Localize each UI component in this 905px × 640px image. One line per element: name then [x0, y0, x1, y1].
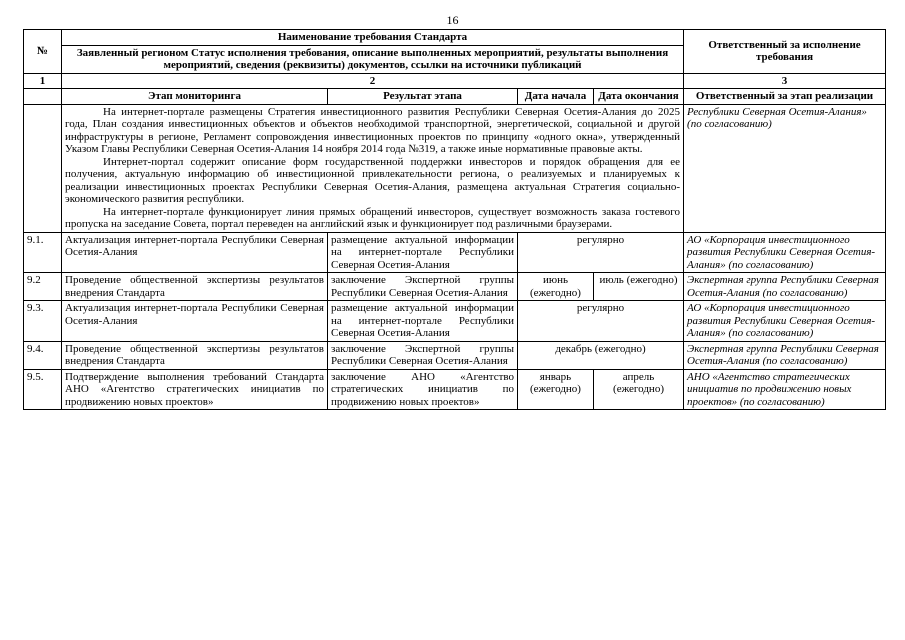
table-row [24, 232, 886, 273]
row-period: регулярно [518, 301, 684, 342]
row-start-date: январь (ежегодно) [518, 369, 594, 410]
row-num: 9.4. [24, 341, 62, 369]
column-number-1: 1 [24, 73, 62, 89]
row-stage: Проведение общественной экспертизы результатов внедрения Стандарта [62, 273, 328, 301]
subheader-empty-cell [24, 89, 62, 105]
header-responsible: Ответственный за исполнение требования [684, 30, 886, 74]
row-responsible: АО «Корпорация инвестиционного развития Республики Северная Осетия-Алания» (по согласованию) [684, 232, 886, 273]
row-stage: Актуализация интернет-портала Республики Северная Осетия-Алания [62, 301, 328, 342]
row-num: 9.5. [24, 369, 62, 410]
row-start-date: июнь (ежегодно) [518, 273, 594, 301]
row-responsible: Экспертная группа Республики Северная Осетия-Алания (по согласованию) [684, 273, 886, 301]
intro-paragraph-1: На интернет-портале размещены Стратегия инвестиционного развития Республики Северная Осетия-Алания до 2025 года, План создания инвестиционных объектов и объектов необходимой транспортной, энергетической, социальной и другой инфраструктуры в регионе, Регламент сопровождения инвестиционных проектов по принципу «одного окна», утвержденный Указом Главы Республики Северная Осетия-Алания 14 ноября 2014 года №319, а также иные нормативные правовые акты. [65, 105, 681, 155]
header-title: Наименование требования Стандарта [62, 30, 684, 46]
subheader-stage-responsible: Ответственный за этап реализации [684, 89, 886, 105]
row-result: заключение Экспертной группы Республики Северная Осетия-Алания [328, 341, 518, 369]
column-numbering-row [24, 73, 886, 89]
row-responsible: АНО «Агентство стратегических инициатив по продвижению новых проектов» (по согласованию) [684, 369, 886, 410]
row-result: заключение АНО «Агентство стратегических инициатив по продвижению новых проектов» [328, 369, 518, 410]
table-row [24, 273, 886, 301]
row-num: 9.3. [24, 301, 62, 342]
row-stage: Подтверждение выполнения требований Стандарта АНО «Агентство стратегических инициатив по продвижению новых проектов» [62, 369, 328, 410]
row-responsible: АО «Корпорация инвестиционного развития Республики Северная Осетия-Алания» (по согласованию) [684, 301, 886, 342]
header-num: № [24, 30, 62, 74]
subheader-end: Дата окончания [594, 89, 684, 105]
intro-row [24, 104, 886, 232]
row-num: 9.2 [24, 273, 62, 301]
row-end-date: июль (ежегодно) [594, 273, 684, 301]
header-row [24, 30, 886, 46]
row-num: 9.1. [24, 232, 62, 273]
intro-num-cell [24, 104, 62, 232]
subheader-result: Результат этапа [328, 89, 518, 105]
row-stage: Актуализация интернет-портала Республики Северная Осетия-Алания [62, 232, 328, 273]
row-period: декабрь (ежегодно) [518, 341, 684, 369]
intro-paragraph-3: На интернет-портале функционирует линия прямых обращений инвесторов, существует возможность заказа гостевого пропуска на заседание Совета, портал переведен на английский язык и функционирует под различными браузерами. [65, 205, 681, 230]
column-number-3: 3 [684, 73, 886, 89]
table-row [24, 341, 886, 369]
row-result: размещение актуальной информации на интернет-портале Республики Северная Осетия-Алания [328, 232, 518, 273]
page-number: 16 [446, 13, 459, 27]
table-row [24, 301, 886, 342]
subheader-start: Дата начала [518, 89, 594, 105]
intro-responsible: Республики Северная Осетия-Алания» (по согласованию) [684, 104, 886, 232]
subheader-row [24, 89, 886, 105]
intro-text-cell [62, 104, 684, 232]
subheader-stage: Этап мониторинга [62, 89, 328, 105]
column-number-2: 2 [62, 73, 684, 89]
header-description: Заявленный регионом Статус исполнения требования, описание выполненных мероприятий, результаты выполнения мероприятий, сведения (реквизиты) документов, ссылки на источники публикаций [62, 45, 684, 73]
row-result: заключение Экспертной группы Республики Северная Осетия-Алания [328, 273, 518, 301]
row-end-date: апрель (ежегодно) [594, 369, 684, 410]
standard-requirements-table [23, 29, 886, 410]
table-row [24, 369, 886, 410]
row-responsible: Экспертная группа Республики Северная Осетия-Алания (по согласованию) [684, 341, 886, 369]
intro-paragraph-2: Интернет-портал содержит описание форм государственной поддержки инвесторов и порядок обращения для ее получения, актуальную информацию об инвестиционной привлекательности региона, о реализуемых и планируемых к реализации инвестиционных проектах Республики Северная Осетия-Алания, размещена актуальная Стратегия социально-экономического развития республики. [65, 155, 681, 205]
row-period: регулярно [518, 232, 684, 273]
row-result: размещение актуальной информации на интернет-портале Республики Северная Осетия-Алания [328, 301, 518, 342]
row-stage: Проведение общественной экспертизы результатов внедрения Стандарта [62, 341, 328, 369]
